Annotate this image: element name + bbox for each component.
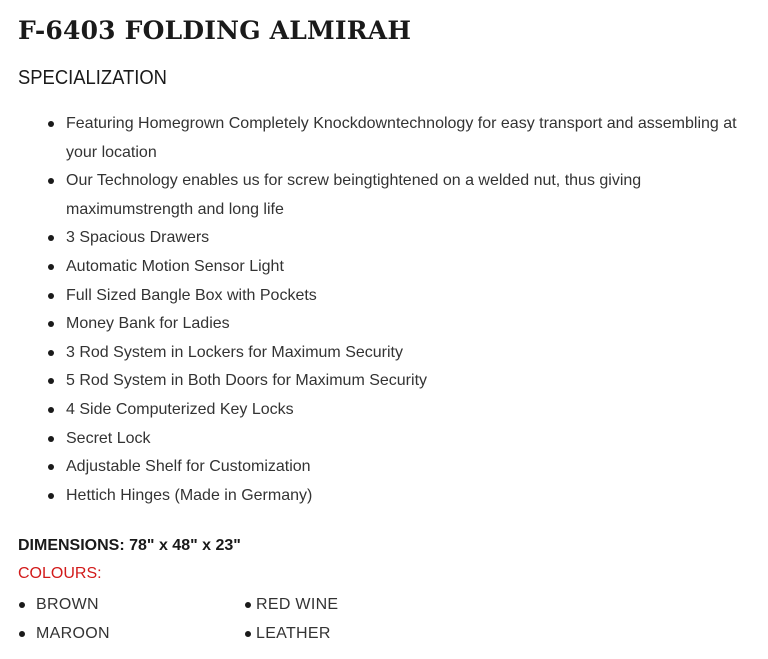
colour-list [18,590,758,648]
colours-heading: COLOURS: [18,565,102,583]
feature-item: Money Bank for Ladies [48,310,758,339]
feature-item: 4 Side Computerized Key Locks [48,396,758,425]
colour-item-leather: LEATHER [244,619,444,648]
feature-item: 3 Spacious Drawers [48,224,758,253]
feature-item: Our Technology enables us for screw beingtightened on a welded nut, thus giving maximumstrength and long life [48,167,758,224]
feature-item: Automatic Motion Sensor Light [48,253,758,282]
feature-item: 5 Rod System in Both Doors for Maximum Security [48,367,758,396]
colour-item-brown: BROWN [18,590,244,619]
feature-item: Secret Lock [48,425,758,454]
feature-list [18,110,758,510]
feature-item: 3 Rod System in Lockers for Maximum Security [48,339,758,368]
product-spec-page [18,12,758,648]
colour-item-maroon: MAROON [18,619,244,648]
dimensions-text: DIMENSIONS: 78" x 48" x 23" [18,537,241,555]
feature-item: Featuring Homegrown Completely Knockdowntechnology for easy transport and assembling at your location [48,110,758,167]
colour-item-red-wine: RED WINE [244,590,444,619]
feature-item: Full Sized Bangle Box with Pockets [48,282,758,311]
feature-item: Hettich Hinges (Made in Germany) [48,482,758,511]
specialization-heading: SPECIALIZATION [18,67,167,89]
feature-item: Adjustable Shelf for Customization [48,453,758,482]
product-title: F-6403 FOLDING ALMIRAH [18,16,412,45]
